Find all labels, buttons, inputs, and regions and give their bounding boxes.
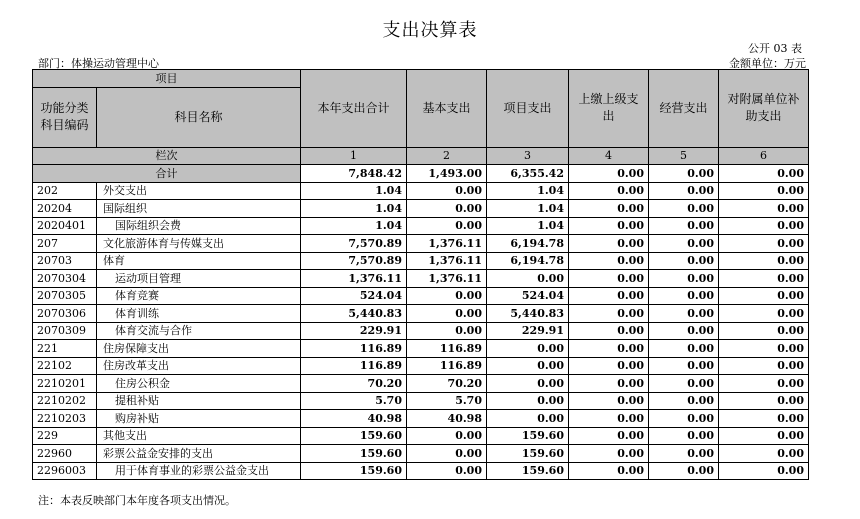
row-value: 0.00	[407, 322, 487, 340]
row-value: 0.00	[719, 445, 809, 463]
row-value: 1,376.11	[301, 270, 407, 288]
row-value: 0.00	[569, 445, 649, 463]
row-value: 116.89	[301, 340, 407, 358]
expenditure-table	[32, 69, 809, 480]
row-code: 221	[33, 340, 97, 358]
row-value: 116.89	[301, 357, 407, 375]
row-value: 0.00	[719, 270, 809, 288]
row-value: 0.00	[649, 270, 719, 288]
row-value: 116.89	[407, 357, 487, 375]
table-row	[33, 462, 809, 480]
row-subject-name: 体育训练	[97, 305, 301, 323]
table-row	[33, 357, 809, 375]
row-value: 0.00	[649, 392, 719, 410]
row-value: 1,376.11	[407, 252, 487, 270]
table-body	[33, 182, 809, 480]
header-upper: 上缴上级支出	[569, 70, 649, 148]
row-value: 0.00	[649, 410, 719, 428]
header-subject-name: 科目名称	[97, 87, 301, 147]
row-value: 0.00	[719, 200, 809, 218]
row-code: 2070304	[33, 270, 97, 288]
row-value: 0.00	[407, 182, 487, 200]
row-value: 159.60	[301, 462, 407, 480]
header-colnum-label: 栏次	[33, 147, 301, 165]
row-value: 159.60	[487, 427, 569, 445]
row-subject-name: 体育竞赛	[97, 287, 301, 305]
row-value: 5.70	[407, 392, 487, 410]
row-value: 159.60	[487, 445, 569, 463]
row-code: 2210202	[33, 392, 97, 410]
header-colnum: 6	[719, 147, 809, 165]
table-row	[33, 252, 809, 270]
table-row	[33, 270, 809, 288]
row-value: 70.20	[407, 375, 487, 393]
row-value: 0.00	[649, 445, 719, 463]
row-code: 2296003	[33, 462, 97, 480]
row-value: 524.04	[301, 287, 407, 305]
row-subject-name: 购房补贴	[97, 410, 301, 428]
row-value: 0.00	[719, 462, 809, 480]
row-value: 159.60	[301, 427, 407, 445]
row-value: 7,570.89	[301, 252, 407, 270]
row-value: 0.00	[407, 200, 487, 218]
row-value: 0.00	[487, 375, 569, 393]
total-value: 7,848.42	[301, 165, 407, 183]
row-subject-name: 国际组织	[97, 200, 301, 218]
row-value: 0.00	[569, 462, 649, 480]
row-value: 0.00	[649, 340, 719, 358]
row-value: 0.00	[407, 427, 487, 445]
row-value: 0.00	[569, 322, 649, 340]
row-value: 0.00	[719, 287, 809, 305]
unit-label: 金额单位：万元	[729, 57, 806, 70]
footnote: 注：本表反映部门本年度各项支出情况。	[38, 494, 236, 507]
row-value: 0.00	[719, 357, 809, 375]
row-value: 0.00	[719, 410, 809, 428]
row-value: 1.04	[487, 182, 569, 200]
row-subject-name: 其他支出	[97, 427, 301, 445]
row-value: 0.00	[487, 357, 569, 375]
row-value: 1.04	[487, 217, 569, 235]
table-row	[33, 235, 809, 253]
row-code: 22102	[33, 357, 97, 375]
page-title: 支出决算表	[382, 20, 478, 41]
row-code: 2210201	[33, 375, 97, 393]
row-value: 0.00	[569, 340, 649, 358]
table-row	[33, 305, 809, 323]
row-code: 2210203	[33, 410, 97, 428]
row-subject-name: 文化旅游体育与传媒支出	[97, 235, 301, 253]
row-value: 0.00	[569, 270, 649, 288]
row-value: 0.00	[569, 357, 649, 375]
header-colnum: 3	[487, 147, 569, 165]
row-value: 0.00	[649, 375, 719, 393]
row-code: 20703	[33, 252, 97, 270]
row-value: 0.00	[719, 392, 809, 410]
row-value: 1.04	[301, 182, 407, 200]
department-label: 部门：体操运动管理中心	[38, 57, 159, 70]
row-value: 159.60	[301, 445, 407, 463]
table-row	[33, 340, 809, 358]
header-colnum: 2	[407, 147, 487, 165]
row-value: 0.00	[649, 217, 719, 235]
header-item: 项目	[33, 70, 301, 88]
row-value: 0.00	[407, 305, 487, 323]
row-code: 22960	[33, 445, 97, 463]
header-func-code: 功能分类科目编码	[33, 87, 97, 147]
row-value: 40.98	[301, 410, 407, 428]
header-colnum: 5	[649, 147, 719, 165]
total-value: 1,493.00	[407, 165, 487, 183]
row-value: 1.04	[301, 200, 407, 218]
row-subject-name: 提租补贴	[97, 392, 301, 410]
row-value: 0.00	[649, 322, 719, 340]
row-value: 0.00	[649, 200, 719, 218]
header-project: 项目支出	[487, 70, 569, 148]
row-value: 0.00	[487, 392, 569, 410]
row-value: 0.00	[719, 427, 809, 445]
row-subject-name: 体育	[97, 252, 301, 270]
row-value: 0.00	[569, 252, 649, 270]
row-subject-name: 国际组织会费	[97, 217, 301, 235]
row-code: 2020401	[33, 217, 97, 235]
total-value: 6,355.42	[487, 165, 569, 183]
row-value: 0.00	[407, 217, 487, 235]
row-value: 0.00	[719, 217, 809, 235]
row-value: 0.00	[569, 427, 649, 445]
table-row	[33, 217, 809, 235]
row-value: 6,194.78	[487, 252, 569, 270]
row-value: 0.00	[649, 287, 719, 305]
total-label: 合计	[33, 165, 301, 183]
row-value: 0.00	[719, 252, 809, 270]
row-value: 0.00	[649, 182, 719, 200]
row-value: 0.00	[569, 235, 649, 253]
row-value: 0.00	[487, 340, 569, 358]
row-value: 5.70	[301, 392, 407, 410]
row-code: 207	[33, 235, 97, 253]
table-code: 公开 03 表	[748, 42, 802, 55]
row-code: 202	[33, 182, 97, 200]
row-value: 229.91	[487, 322, 569, 340]
table-row	[33, 392, 809, 410]
header-subsidiary: 对附属单位补助支出	[719, 70, 809, 148]
row-value: 0.00	[569, 375, 649, 393]
table-row	[33, 200, 809, 218]
row-value: 0.00	[719, 375, 809, 393]
row-value: 0.00	[569, 305, 649, 323]
row-subject-name: 运动项目管理	[97, 270, 301, 288]
row-value: 0.00	[649, 427, 719, 445]
row-value: 5,440.83	[487, 305, 569, 323]
row-value: 0.00	[719, 182, 809, 200]
row-value: 0.00	[649, 462, 719, 480]
row-value: 0.00	[569, 182, 649, 200]
header-business: 经营支出	[649, 70, 719, 148]
row-value: 0.00	[649, 305, 719, 323]
row-value: 0.00	[649, 357, 719, 375]
row-subject-name: 住房改革支出	[97, 357, 301, 375]
row-value: 0.00	[487, 270, 569, 288]
total-value: 0.00	[569, 165, 649, 183]
row-value: 1,376.11	[407, 270, 487, 288]
row-subject-name: 彩票公益金安排的支出	[97, 445, 301, 463]
row-value: 0.00	[487, 410, 569, 428]
row-value: 0.00	[407, 287, 487, 305]
row-value: 229.91	[301, 322, 407, 340]
table-row	[33, 182, 809, 200]
row-value: 116.89	[407, 340, 487, 358]
row-subject-name: 住房保障支出	[97, 340, 301, 358]
row-value: 1.04	[487, 200, 569, 218]
row-value: 1,376.11	[407, 235, 487, 253]
table-row	[33, 375, 809, 393]
table-row	[33, 322, 809, 340]
row-value: 0.00	[719, 305, 809, 323]
header-colnum: 1	[301, 147, 407, 165]
row-value: 0.00	[719, 235, 809, 253]
row-value: 7,570.89	[301, 235, 407, 253]
row-code: 229	[33, 427, 97, 445]
row-value: 0.00	[569, 287, 649, 305]
row-code: 2070309	[33, 322, 97, 340]
row-value: 0.00	[649, 235, 719, 253]
row-value: 70.20	[301, 375, 407, 393]
row-value: 40.98	[407, 410, 487, 428]
row-value: 5,440.83	[301, 305, 407, 323]
row-value: 159.60	[487, 462, 569, 480]
header-total: 本年支出合计	[301, 70, 407, 148]
row-value: 0.00	[569, 217, 649, 235]
table-row	[33, 427, 809, 445]
table-row	[33, 410, 809, 428]
row-code: 2070305	[33, 287, 97, 305]
row-value: 0.00	[569, 200, 649, 218]
row-value: 6,194.78	[487, 235, 569, 253]
row-subject-name: 外交支出	[97, 182, 301, 200]
total-value: 0.00	[649, 165, 719, 183]
row-value: 1.04	[301, 217, 407, 235]
row-value: 0.00	[719, 322, 809, 340]
row-code: 2070306	[33, 305, 97, 323]
table-row	[33, 287, 809, 305]
header-colnum: 4	[569, 147, 649, 165]
row-subject-name: 住房公积金	[97, 375, 301, 393]
row-value: 524.04	[487, 287, 569, 305]
row-subject-name: 用于体育事业的彩票公益金支出	[97, 462, 301, 480]
total-value: 0.00	[719, 165, 809, 183]
row-value: 0.00	[569, 392, 649, 410]
row-code: 20204	[33, 200, 97, 218]
header-basic: 基本支出	[407, 70, 487, 148]
row-value: 0.00	[569, 410, 649, 428]
row-value: 0.00	[719, 340, 809, 358]
row-value: 0.00	[649, 252, 719, 270]
table-row	[33, 445, 809, 463]
row-subject-name: 体育交流与合作	[97, 322, 301, 340]
row-value: 0.00	[407, 445, 487, 463]
row-value: 0.00	[407, 462, 487, 480]
